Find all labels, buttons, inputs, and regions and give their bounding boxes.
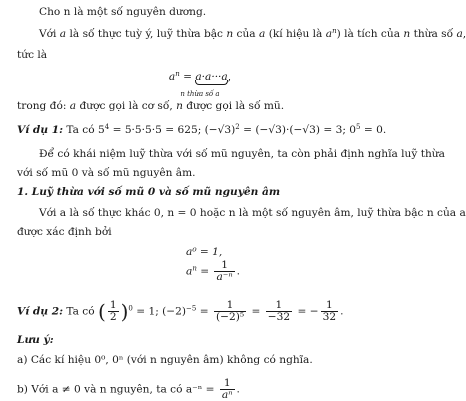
note-b: b) Với a ≠ 0 và n nguyên, ta có a⁻ⁿ = $\frac{1}{\text{aⁿ}}$ .: [17, 377, 240, 401]
example-2: Ví dụ 2: Ta có ( $\frac{1}{2}$ )$^0$ = 1; $(-2)^{-5}$ = $\frac{1}{\text{(−2)⁵}}$ = $\frac{1}{-32}$ = − $\frac{1}{32}$ .: [17, 299, 344, 324]
definition-line-1: Với a là số thực tuỳ ý, luỹ thừa bậc n của a (kí hiệu là $a^n$) là tích của n thừa số a,: [39, 27, 466, 40]
formula-an: $a^n$ = $\frac{1}{\text{a⁻ⁿ}}$ .: [186, 259, 241, 283]
paragraph-2-line-2: với số mũ 0 và số mũ nguyên âm.: [17, 167, 196, 179]
definition-formula: $a^n = a\cdot a\cdot\cdot\cdot a$,: [0, 71, 400, 87]
definition-where: trong đó: a được gọi là cơ số, n được gọi là số mũ.: [17, 100, 285, 112]
example-1: Ví dụ 1: Ta có $5^4 = 5\cdot 5\cdot 5\cdot 5 = 625$; $(-√3)^2 = (-√3)\cdot(-√3) = 3$; $0^5 = 0$.: [17, 123, 387, 136]
fraction-1-over-a-neg-n: $\frac{1}{\text{a⁻ⁿ}}$: [216, 259, 233, 283]
fraction-1-over-an: $\frac{1}{\text{aⁿ}}$: [221, 377, 233, 401]
fraction-1-2: $\frac{1}{2}$: [109, 299, 117, 323]
fraction-1-neg2-5: $\frac{1}{\text{(−2)⁵}}$: [215, 299, 245, 323]
section-1-line-2: được xác định bởi: [17, 226, 112, 238]
section-1-heading: 1. Luỹ thừa với số mũ 0 và số mũ nguyên âm: [17, 186, 281, 198]
definition-line-2: tức là: [17, 49, 48, 61]
paragraph-2-line-1: Để có khái niệm luỹ thừa với số mũ nguyên, ta còn phải định nghĩa luỹ thừa: [39, 148, 445, 160]
note-label: Lưu ý:: [17, 334, 54, 346]
intro-line: Cho n là một số nguyên dương.: [39, 6, 207, 18]
fraction-1-32: $\frac{1}{32}$: [322, 299, 337, 323]
formula-a0: a⁰ = 1,: [186, 246, 223, 258]
fraction-1-neg32: $\frac{1}{-32}$: [267, 299, 291, 323]
underbrace-label: n thừa số a: [180, 90, 220, 98]
note-a: a) Các kí hiệu 0⁰, 0ⁿ (với n nguyên âm) không có nghĩa.: [17, 354, 313, 366]
section-1-line-1: Với a là số thực khác 0, n = 0 hoặc n là một số nguyên âm, luỹ thừa bậc n của a: [39, 207, 466, 219]
underbrace-product: a·a···a: [195, 71, 227, 87]
